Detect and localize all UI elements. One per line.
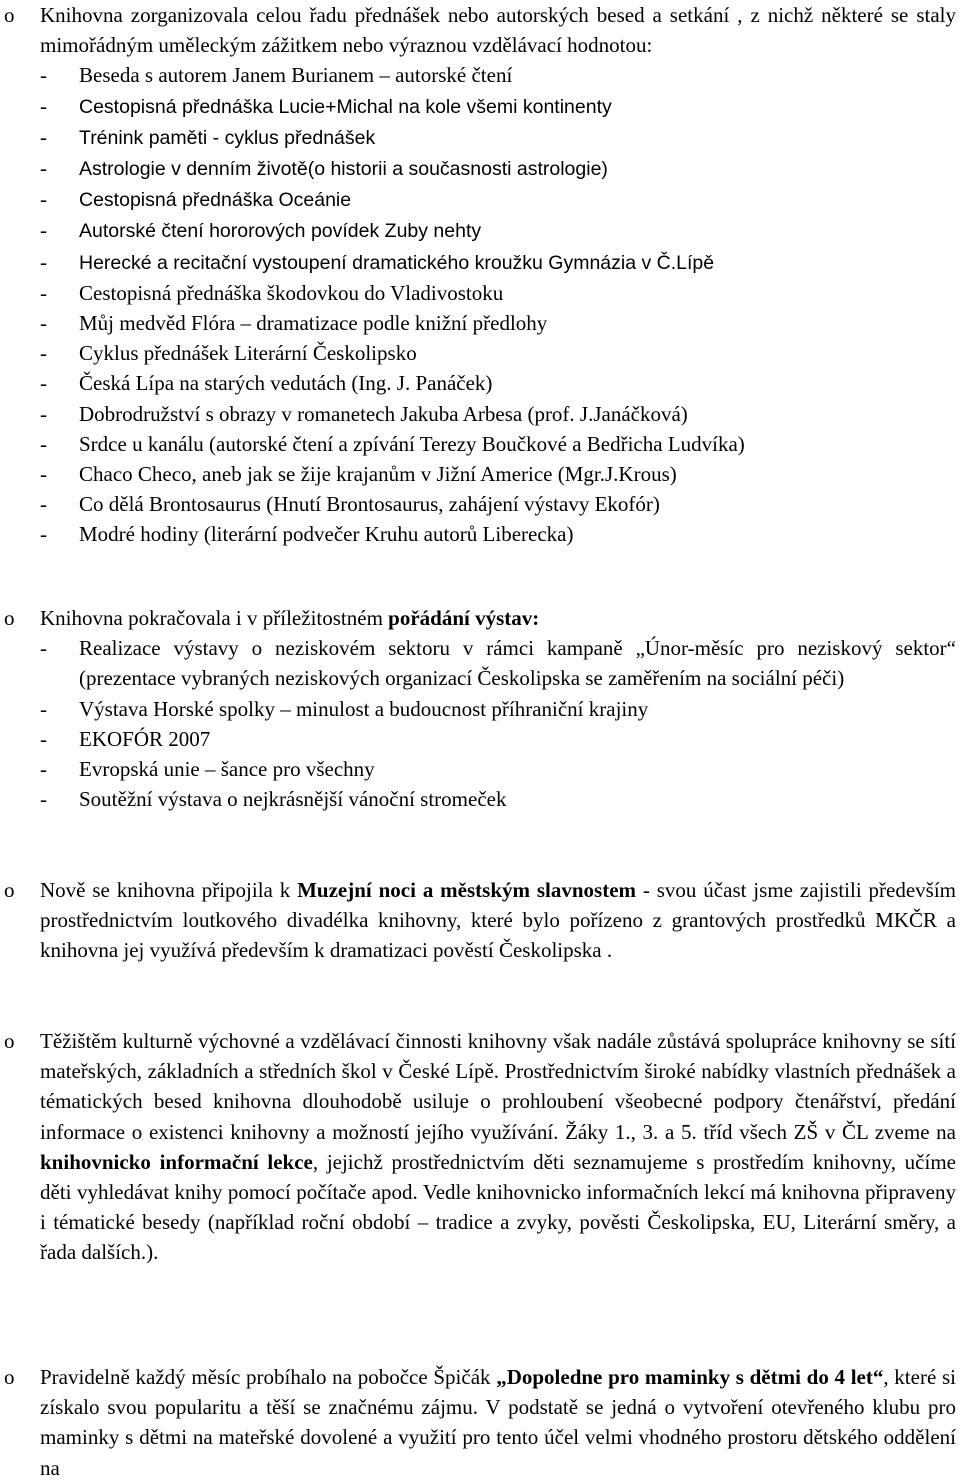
list-item [40, 368, 956, 398]
dash-marker: - [40, 757, 47, 782]
list-item [40, 60, 956, 90]
list-item-text: Cestopisná přednáška Oceánie [79, 189, 352, 212]
dash-marker: - [40, 311, 47, 336]
list-item-text: Soutěžní výstava o nejkrásnější vánoční stromeček [79, 787, 507, 812]
mothers-paragraph [40, 1362, 956, 1483]
list-item [40, 724, 956, 754]
list-item-text: Co dělá Brontosaurus (Hnutí Brontosaurus, zahájení výstavy Ekofór) [79, 492, 660, 517]
list-item-text: Výstava Horské spolky – minulost a budoucnost příhraniční krajiny [79, 696, 649, 721]
museum-night-paragraph [40, 875, 956, 966]
dash-marker: - [40, 431, 47, 456]
list-item [40, 308, 956, 338]
museum-night-body [40, 875, 956, 966]
list-item [40, 399, 956, 429]
list-item-text: Herecké a recitační vystoupení dramatického kroužku Gymnázia v Č.Lípě [79, 251, 715, 274]
list-item-text: Cestopisná přednáška škodovkou do Vladivostoku [79, 280, 504, 305]
bullet-marker: o [4, 3, 15, 27]
lectures-intro: Knihovna zorganizovala celou řadu přednášek nebo autorských besed a setkání , z nichž některé se staly mimořádným uměleckým zážitkem nebo výraznou vzdělávací hodnotou: [40, 3, 956, 58]
list-item-text: Můj medvěd Flóra – dramatizace podle knižní předlohy [79, 311, 548, 336]
dash-marker: - [40, 492, 47, 517]
dash-marker: - [40, 341, 47, 366]
dash-marker: - [40, 787, 47, 812]
list-item [40, 429, 956, 459]
exhibitions-intro-text: Knihovna pokračovala i v příležitostném [40, 606, 389, 630]
list-item [40, 694, 956, 724]
bullet-marker: o [4, 878, 15, 902]
list-item-text: Realizace výstavy o neziskovém sektoru v rámci kampaně „Únor-měsíc pro neziskový sektor“ (prezentace vybraných neziskových organizací Českolipska se zaměřením na sociální péči) [79, 636, 956, 691]
museum-night-text-2: - svou účast jsme zajistili především prostřednictvím loutkového divadélka knihovny, které bylo pořízeno z grantových prostředků MKČR a knihovna jej využívá především k dramatizaci pověstí Českolipska . [40, 878, 956, 963]
list-item [40, 338, 956, 368]
list-item [40, 784, 956, 814]
list-item-text: Chaco Checo, aneb jak se žije krajanům v Jižní Americe (Mgr.J.Krous) [79, 462, 677, 487]
list-item-text: Beseda s autorem Janem Burianem – autorské čtení [79, 63, 513, 88]
list-item [40, 122, 956, 153]
list-item [40, 91, 956, 122]
lectures-body [40, 0, 956, 550]
list-item-text: Modré hodiny (literární podvečer Kruhu autorů Liberecka) [79, 522, 574, 547]
bullet-marker: o [4, 1365, 15, 1389]
list-item [40, 489, 956, 519]
exhibitions-body [40, 603, 956, 814]
list-item [40, 754, 956, 784]
schools-bold: knihovnicko informační lekce [40, 1149, 313, 1174]
dash-marker: - [40, 249, 47, 274]
list-item [40, 278, 956, 308]
dash-marker: - [40, 156, 47, 181]
dash-marker: - [40, 218, 47, 243]
list-item-text: EKOFÓR 2007 [79, 726, 211, 751]
schools-body [40, 1026, 956, 1268]
museum-night-text: Nově se knihovna připojila k [40, 878, 298, 902]
mothers-text: Pravidelně každý měsíc probíhalo na pobočce Špičák [40, 1365, 497, 1389]
dash-marker: - [40, 63, 47, 88]
dash-marker: - [40, 696, 47, 721]
schools-paragraph [40, 1026, 956, 1268]
list-item [40, 153, 956, 184]
dash-marker: - [40, 371, 47, 396]
lectures-list [40, 60, 956, 549]
list-item [40, 215, 956, 246]
mothers-bold: „Dopoledne pro maminky s dětmi do 4 let“ [496, 1365, 884, 1389]
list-item [40, 633, 956, 693]
dash-marker: - [40, 187, 47, 212]
list-item-text: Česká Lípa na starých vedutách (Ing. J. Panáček) [79, 371, 493, 396]
museum-night-bold: Muzejní noci a městským slavnostem [297, 878, 637, 902]
list-item-text: Cestopisná přednáška Lucie+Michal na kole všemi kontinenty [79, 95, 612, 118]
dash-marker: - [40, 124, 47, 149]
dash-marker: - [40, 522, 47, 547]
list-item-text: Autorské čtení hororových povídek Zuby nehty [79, 220, 482, 243]
bullet-marker: o [4, 606, 15, 630]
list-item-text: Astrologie v denním životě(o historii a současnosti astrologie) [79, 158, 608, 181]
exhibitions-intro-bold: pořádání výstav: [388, 606, 540, 630]
schools-text-2: , jejichž prostřednictvím děti seznamujeme s prostředím knihovny, učíme děti vyhledávat knihy pomocí počítače apod. Vedle knihovnicko informačních lekcí má knihovna připraveny i tématické besedy (například roční období – tradice a zvyky, pověsti Českolipska, EU, Literární směry, a řada dalších.). [40, 1149, 956, 1265]
dash-marker: - [40, 462, 47, 487]
list-item-text: Evropská unie – šance pro všechny [79, 757, 375, 782]
list-item-text: Srdce u kanálu (autorské čtení a zpívání Terezy Boučkové a Bedřicha Ludvíka) [79, 431, 745, 456]
dash-marker: - [40, 93, 47, 118]
exhibitions-intro [40, 603, 956, 633]
schools-text: Těžištěm kulturně výchovné a vzdělávací činnosti knihovny však nadále zůstává spolupráce knihovny se sítí mateřských, základních a středních škol v České Lípě. Prostřednictvím široké nabídky vlastních přednášek a tématických besed knihovna dlouhodobě usiluje o prohloubení všeobecné podpory čtenářství, předání informace o existenci knihovny a možností jejího využívání. Žáky 1., 3. a 5. tříd všech ZŠ v ČL zveme na [40, 1029, 956, 1144]
dash-marker: - [40, 401, 47, 426]
list-item-text: Cyklus přednášek Literární Českolipsko [79, 341, 417, 366]
mothers-body [40, 1362, 956, 1483]
dash-marker: - [40, 636, 47, 661]
mothers-text-2: , které si získalo svou popularitu a těší se značnému zájmu. V podstatě se jedná o vytvoření otevřeného klubu pro maminky s dětmi na mateřské dovolené a využití pro tento účel velmi vhodného prostoru dětského oddělení na [40, 1365, 956, 1480]
exhibitions-list [40, 633, 956, 814]
dash-marker: - [40, 726, 47, 751]
list-item-text: Trénink paměti - cyklus přednášek [79, 126, 376, 149]
bullet-marker: o [4, 1029, 15, 1053]
list-item [40, 247, 956, 278]
list-item [40, 184, 956, 215]
dash-marker: - [40, 280, 47, 305]
list-item-text: Dobrodružství s obrazy v romanetech Jakuba Arbesa (prof. J.Janáčková) [79, 401, 688, 426]
list-item [40, 459, 956, 489]
list-item [40, 519, 956, 549]
